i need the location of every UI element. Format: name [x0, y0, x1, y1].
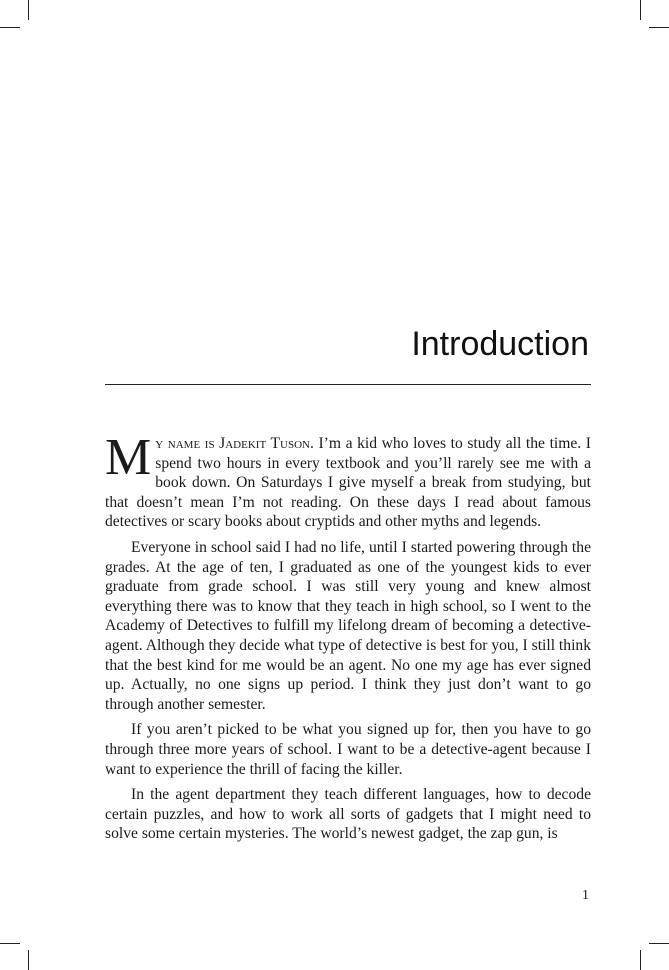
- crop-mark: [0, 27, 20, 28]
- crop-mark: [649, 27, 669, 28]
- title-rule: [105, 384, 591, 385]
- page-number: 1: [582, 888, 589, 903]
- chapter-title: Introduction: [411, 325, 589, 363]
- crop-mark: [28, 950, 29, 970]
- opening-smallcaps: y name is Jadekit Tuson.: [155, 435, 314, 452]
- crop-mark: [28, 0, 29, 20]
- paragraph: In the agent department they teach different languages, how to decode certain puzzles, and how to work all sorts of gadgets that I might need to solve some certain mysteries. The world’s newest gadget, the zap gun, is: [105, 786, 591, 843]
- crop-mark: [0, 943, 20, 944]
- paragraph-text: I’m a kid who loves to study all the time. I spend two hours in every textbook and you’ll rarely see me with a book down. On Saturdays I give myself a break from studying, but that doesn’t mean I’m not reading. On these days I read about famous detectives or scary books about cryptids and other myths and legends.: [105, 435, 591, 531]
- crop-mark: [640, 950, 641, 970]
- paragraph: If you aren’t picked to be what you signed up for, then you have to go through three more years of school. I want to be a detective-agent because I want to experience the thrill of facing the killer.: [105, 721, 591, 778]
- paragraph: Everyone in school said I had no life, until I started powering through the grades. At the age of ten, I graduated as one of the youngest kids to ever graduate from grade school. I was still very young and knew almost everything there was to know that they teach in high school, so I went to the Academy of Detectives to fulfill my lifelong dream of becoming a detective-agent. Although they decide what type of detective is best for you, I still think that the best kind for me would be an agent. No one my age has ever signed up. Actually, no one signs up period. I think they just don’t want to go through another semester.: [105, 538, 591, 713]
- crop-mark: [649, 943, 669, 944]
- crop-mark: [640, 0, 641, 20]
- drop-cap: M: [105, 429, 152, 486]
- paragraph: [105, 429, 591, 532]
- body-text: [105, 429, 591, 850]
